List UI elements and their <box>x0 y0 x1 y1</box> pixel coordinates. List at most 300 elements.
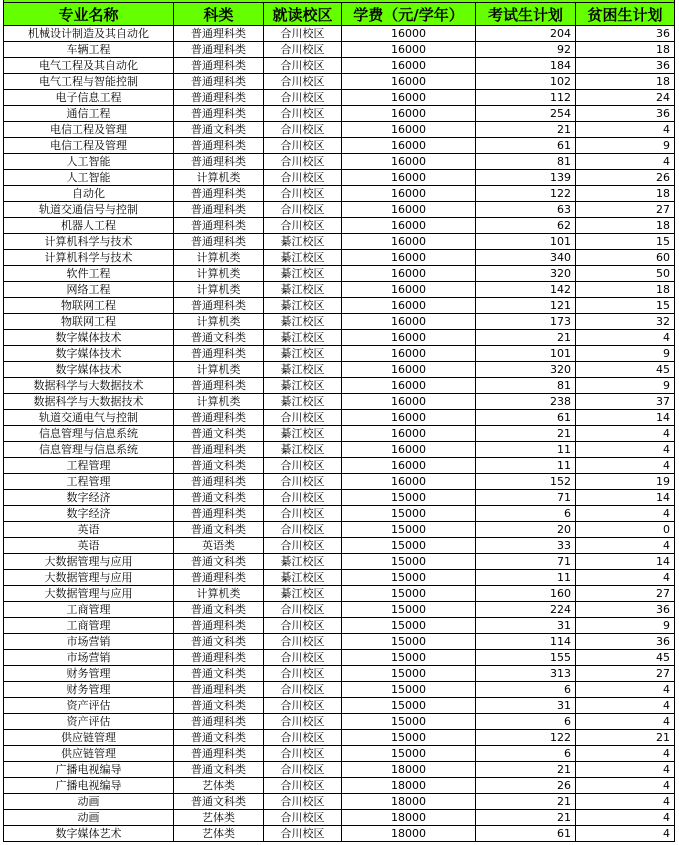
major-cell: 信息管理与信息系统 <box>4 426 174 442</box>
poverty-plan-cell: 4 <box>576 794 675 810</box>
table-row <box>4 314 675 330</box>
major-cell: 电气工程及其自动化 <box>4 58 174 74</box>
tuition-cell: 16000 <box>342 250 476 266</box>
major-cell: 数据科学与大数据技术 <box>4 378 174 394</box>
poverty-plan-cell: 4 <box>576 810 675 826</box>
table-body <box>4 26 675 842</box>
campus-cell: 合川校区 <box>264 778 342 794</box>
campus-cell: 綦江校区 <box>264 314 342 330</box>
table-row <box>4 170 675 186</box>
campus-cell: 合川校区 <box>264 186 342 202</box>
exam-plan-cell: 160 <box>476 586 576 602</box>
poverty-plan-cell: 36 <box>576 26 675 42</box>
major-cell: 通信工程 <box>4 106 174 122</box>
tuition-cell: 16000 <box>342 122 476 138</box>
major-cell: 数字媒体技术 <box>4 362 174 378</box>
tuition-cell: 15000 <box>342 506 476 522</box>
tuition-cell: 16000 <box>342 298 476 314</box>
campus-cell: 綦江校区 <box>264 250 342 266</box>
category-cell: 艺体类 <box>174 826 264 842</box>
tuition-cell: 16000 <box>342 42 476 58</box>
exam-plan-cell: 11 <box>476 458 576 474</box>
category-cell: 普通理科类 <box>174 234 264 250</box>
category-cell: 普通文科类 <box>174 330 264 346</box>
exam-plan-cell: 224 <box>476 602 576 618</box>
header-row <box>4 3 675 26</box>
major-cell: 工商管理 <box>4 602 174 618</box>
category-cell: 普通文科类 <box>174 458 264 474</box>
table-row <box>4 362 675 378</box>
table-row <box>4 250 675 266</box>
category-cell: 普通理科类 <box>174 218 264 234</box>
poverty-plan-cell: 4 <box>576 538 675 554</box>
poverty-plan-cell: 18 <box>576 42 675 58</box>
major-cell: 计算机科学与技术 <box>4 234 174 250</box>
tuition-cell: 16000 <box>342 74 476 90</box>
major-cell: 数据科学与大数据技术 <box>4 394 174 410</box>
poverty-plan-cell: 32 <box>576 314 675 330</box>
tuition-cell: 15000 <box>342 602 476 618</box>
exam-plan-cell: 173 <box>476 314 576 330</box>
table-row <box>4 650 675 666</box>
table-row <box>4 378 675 394</box>
category-cell: 普通文科类 <box>174 730 264 746</box>
category-cell: 普通文科类 <box>174 762 264 778</box>
exam-plan-cell: 71 <box>476 554 576 570</box>
tuition-cell: 16000 <box>342 234 476 250</box>
header-exam-plan: 考试生计划 <box>476 3 576 26</box>
tuition-cell: 15000 <box>342 682 476 698</box>
poverty-plan-cell: 24 <box>576 90 675 106</box>
major-cell: 供应链管理 <box>4 746 174 762</box>
table-row <box>4 106 675 122</box>
campus-cell: 綦江校区 <box>264 570 342 586</box>
major-cell: 动画 <box>4 794 174 810</box>
exam-plan-cell: 340 <box>476 250 576 266</box>
tuition-cell: 15000 <box>342 730 476 746</box>
exam-plan-cell: 142 <box>476 282 576 298</box>
category-cell: 艺体类 <box>174 778 264 794</box>
major-cell: 工程管理 <box>4 474 174 490</box>
exam-plan-cell: 139 <box>476 170 576 186</box>
major-cell: 数字媒体技术 <box>4 330 174 346</box>
poverty-plan-cell: 14 <box>576 490 675 506</box>
category-cell: 普通理科类 <box>174 618 264 634</box>
exam-plan-cell: 21 <box>476 330 576 346</box>
campus-cell: 合川校区 <box>264 714 342 730</box>
tuition-cell: 15000 <box>342 634 476 650</box>
poverty-plan-cell: 27 <box>576 586 675 602</box>
exam-plan-cell: 31 <box>476 618 576 634</box>
tuition-cell: 15000 <box>342 650 476 666</box>
poverty-plan-cell: 4 <box>576 122 675 138</box>
table-row <box>4 26 675 42</box>
campus-cell: 合川校区 <box>264 106 342 122</box>
major-cell: 机械设计制造及其自动化 <box>4 26 174 42</box>
tuition-cell: 16000 <box>342 378 476 394</box>
poverty-plan-cell: 4 <box>576 330 675 346</box>
major-cell: 大数据管理与应用 <box>4 554 174 570</box>
major-cell: 供应链管理 <box>4 730 174 746</box>
tuition-cell: 18000 <box>342 810 476 826</box>
campus-cell: 合川校区 <box>264 538 342 554</box>
table-row <box>4 458 675 474</box>
exam-plan-cell: 122 <box>476 730 576 746</box>
tuition-cell: 16000 <box>342 426 476 442</box>
poverty-plan-cell: 9 <box>576 346 675 362</box>
category-cell: 计算机类 <box>174 170 264 186</box>
tuition-cell: 16000 <box>342 282 476 298</box>
category-cell: 计算机类 <box>174 362 264 378</box>
tuition-cell: 16000 <box>342 474 476 490</box>
campus-cell: 綦江校区 <box>264 442 342 458</box>
poverty-plan-cell: 9 <box>576 618 675 634</box>
category-cell: 英语类 <box>174 538 264 554</box>
poverty-plan-cell: 14 <box>576 554 675 570</box>
category-cell: 普通文科类 <box>174 522 264 538</box>
tuition-cell: 18000 <box>342 826 476 842</box>
major-cell: 电气工程与智能控制 <box>4 74 174 90</box>
exam-plan-cell: 155 <box>476 650 576 666</box>
poverty-plan-cell: 4 <box>576 714 675 730</box>
poverty-plan-cell: 4 <box>576 746 675 762</box>
table-row <box>4 138 675 154</box>
poverty-plan-cell: 18 <box>576 218 675 234</box>
exam-plan-cell: 101 <box>476 346 576 362</box>
table-row <box>4 538 675 554</box>
major-cell: 英语 <box>4 522 174 538</box>
poverty-plan-cell: 45 <box>576 362 675 378</box>
poverty-plan-cell: 4 <box>576 458 675 474</box>
exam-plan-cell: 21 <box>476 794 576 810</box>
table-row <box>4 346 675 362</box>
exam-plan-cell: 71 <box>476 490 576 506</box>
exam-plan-cell: 320 <box>476 266 576 282</box>
category-cell: 普通理科类 <box>174 506 264 522</box>
major-cell: 市场营销 <box>4 650 174 666</box>
exam-plan-cell: 6 <box>476 746 576 762</box>
category-cell: 普通文科类 <box>174 794 264 810</box>
poverty-plan-cell: 27 <box>576 202 675 218</box>
exam-plan-cell: 31 <box>476 698 576 714</box>
tuition-cell: 16000 <box>342 330 476 346</box>
table-row <box>4 602 675 618</box>
tuition-cell: 16000 <box>342 362 476 378</box>
major-cell: 自动化 <box>4 186 174 202</box>
campus-cell: 合川校区 <box>264 730 342 746</box>
campus-cell: 合川校区 <box>264 170 342 186</box>
table-row <box>4 618 675 634</box>
exam-plan-cell: 33 <box>476 538 576 554</box>
campus-cell: 合川校区 <box>264 666 342 682</box>
table-row <box>4 506 675 522</box>
category-cell: 普通理科类 <box>174 746 264 762</box>
poverty-plan-cell: 27 <box>576 666 675 682</box>
major-cell: 工商管理 <box>4 618 174 634</box>
tuition-cell: 15000 <box>342 698 476 714</box>
table-row <box>4 394 675 410</box>
campus-cell: 合川校区 <box>264 522 342 538</box>
enrollment-plan-table <box>3 0 675 842</box>
exam-plan-cell: 21 <box>476 810 576 826</box>
category-cell: 普通理科类 <box>174 298 264 314</box>
table-row <box>4 666 675 682</box>
table-row <box>4 778 675 794</box>
table-row <box>4 90 675 106</box>
poverty-plan-cell: 60 <box>576 250 675 266</box>
exam-plan-cell: 21 <box>476 762 576 778</box>
campus-cell: 合川校区 <box>264 506 342 522</box>
major-cell: 物联网工程 <box>4 314 174 330</box>
table-row <box>4 794 675 810</box>
poverty-plan-cell: 15 <box>576 298 675 314</box>
category-cell: 艺体类 <box>174 810 264 826</box>
poverty-plan-cell: 36 <box>576 634 675 650</box>
tuition-cell: 16000 <box>342 138 476 154</box>
table-row <box>4 218 675 234</box>
poverty-plan-cell: 4 <box>576 778 675 794</box>
exam-plan-cell: 61 <box>476 410 576 426</box>
tuition-cell: 16000 <box>342 266 476 282</box>
category-cell: 普通文科类 <box>174 698 264 714</box>
campus-cell: 合川校区 <box>264 154 342 170</box>
category-cell: 计算机类 <box>174 250 264 266</box>
category-cell: 普通理科类 <box>174 74 264 90</box>
poverty-plan-cell: 4 <box>576 506 675 522</box>
campus-cell: 綦江校区 <box>264 586 342 602</box>
tuition-cell: 15000 <box>342 490 476 506</box>
campus-cell: 綦江校区 <box>264 234 342 250</box>
poverty-plan-cell: 18 <box>576 282 675 298</box>
campus-cell: 合川校区 <box>264 410 342 426</box>
category-cell: 普通文科类 <box>174 554 264 570</box>
major-cell: 数字经济 <box>4 506 174 522</box>
tuition-cell: 15000 <box>342 746 476 762</box>
poverty-plan-cell: 0 <box>576 522 675 538</box>
poverty-plan-cell: 36 <box>576 58 675 74</box>
exam-plan-cell: 20 <box>476 522 576 538</box>
major-cell: 网络工程 <box>4 282 174 298</box>
tuition-cell: 15000 <box>342 554 476 570</box>
campus-cell: 合川校区 <box>264 602 342 618</box>
exam-plan-cell: 92 <box>476 42 576 58</box>
major-cell: 数字媒体艺术 <box>4 826 174 842</box>
tuition-cell: 16000 <box>342 442 476 458</box>
exam-plan-cell: 62 <box>476 218 576 234</box>
table-row <box>4 42 675 58</box>
exam-plan-cell: 121 <box>476 298 576 314</box>
tuition-cell: 15000 <box>342 570 476 586</box>
tuition-cell: 16000 <box>342 170 476 186</box>
exam-plan-cell: 81 <box>476 154 576 170</box>
exam-plan-cell: 81 <box>476 378 576 394</box>
tuition-cell: 16000 <box>342 394 476 410</box>
poverty-plan-cell: 4 <box>576 682 675 698</box>
campus-cell: 綦江校区 <box>264 298 342 314</box>
poverty-plan-cell: 14 <box>576 410 675 426</box>
category-cell: 普通理科类 <box>174 410 264 426</box>
poverty-plan-cell: 26 <box>576 170 675 186</box>
table-row <box>4 298 675 314</box>
major-cell: 财务管理 <box>4 666 174 682</box>
category-cell: 普通理科类 <box>174 714 264 730</box>
major-cell: 人工智能 <box>4 170 174 186</box>
major-cell: 电信工程及管理 <box>4 122 174 138</box>
table-row <box>4 810 675 826</box>
campus-cell: 合川校区 <box>264 26 342 42</box>
major-cell: 数字经济 <box>4 490 174 506</box>
category-cell: 普通理科类 <box>174 42 264 58</box>
category-cell: 普通理科类 <box>174 58 264 74</box>
poverty-plan-cell: 45 <box>576 650 675 666</box>
category-cell: 普通理科类 <box>174 570 264 586</box>
table-row <box>4 58 675 74</box>
category-cell: 普通理科类 <box>174 442 264 458</box>
tuition-cell: 16000 <box>342 154 476 170</box>
major-cell: 动画 <box>4 810 174 826</box>
tuition-cell: 15000 <box>342 618 476 634</box>
category-cell: 普通理科类 <box>174 90 264 106</box>
table-row <box>4 426 675 442</box>
major-cell: 软件工程 <box>4 266 174 282</box>
major-cell: 机器人工程 <box>4 218 174 234</box>
tuition-cell: 16000 <box>342 202 476 218</box>
table-row <box>4 234 675 250</box>
major-cell: 市场营销 <box>4 634 174 650</box>
category-cell: 普通文科类 <box>174 490 264 506</box>
major-cell: 轨道交通电气与控制 <box>4 410 174 426</box>
table-row <box>4 634 675 650</box>
campus-cell: 合川校区 <box>264 826 342 842</box>
poverty-plan-cell: 4 <box>576 570 675 586</box>
exam-plan-cell: 11 <box>476 442 576 458</box>
category-cell: 普通理科类 <box>174 346 264 362</box>
tuition-cell: 16000 <box>342 106 476 122</box>
campus-cell: 合川校区 <box>264 618 342 634</box>
category-cell: 普通理科类 <box>174 378 264 394</box>
campus-cell: 綦江校区 <box>264 378 342 394</box>
table-row <box>4 826 675 842</box>
major-cell: 大数据管理与应用 <box>4 586 174 602</box>
tuition-cell: 16000 <box>342 314 476 330</box>
tuition-cell: 16000 <box>342 26 476 42</box>
category-cell: 普通文科类 <box>174 426 264 442</box>
poverty-plan-cell: 37 <box>576 394 675 410</box>
exam-plan-cell: 6 <box>476 682 576 698</box>
tuition-cell: 18000 <box>342 778 476 794</box>
tuition-cell: 18000 <box>342 762 476 778</box>
campus-cell: 合川校区 <box>264 138 342 154</box>
table-row <box>4 154 675 170</box>
tuition-cell: 15000 <box>342 714 476 730</box>
poverty-plan-cell: 15 <box>576 234 675 250</box>
table-row <box>4 282 675 298</box>
category-cell: 普通理科类 <box>174 138 264 154</box>
major-cell: 人工智能 <box>4 154 174 170</box>
campus-cell: 綦江校区 <box>264 426 342 442</box>
table-row <box>4 586 675 602</box>
poverty-plan-cell: 4 <box>576 154 675 170</box>
major-cell: 资产评估 <box>4 698 174 714</box>
campus-cell: 合川校区 <box>264 650 342 666</box>
campus-cell: 合川校区 <box>264 122 342 138</box>
major-cell: 广播电视编导 <box>4 762 174 778</box>
tuition-cell: 15000 <box>342 538 476 554</box>
campus-cell: 合川校区 <box>264 490 342 506</box>
exam-plan-cell: 6 <box>476 506 576 522</box>
category-cell: 普通理科类 <box>174 202 264 218</box>
exam-plan-cell: 6 <box>476 714 576 730</box>
campus-cell: 合川校区 <box>264 794 342 810</box>
campus-cell: 綦江校区 <box>264 362 342 378</box>
category-cell: 普通文科类 <box>174 634 264 650</box>
header-tuition: 学费（元/学年） <box>342 3 476 26</box>
category-cell: 普通理科类 <box>174 682 264 698</box>
table-row <box>4 522 675 538</box>
header-campus: 就读校区 <box>264 3 342 26</box>
campus-cell: 合川校区 <box>264 634 342 650</box>
major-cell: 英语 <box>4 538 174 554</box>
tuition-cell: 18000 <box>342 794 476 810</box>
poverty-plan-cell: 4 <box>576 826 675 842</box>
poverty-plan-cell: 9 <box>576 378 675 394</box>
category-cell: 普通理科类 <box>174 106 264 122</box>
category-cell: 普通理科类 <box>174 154 264 170</box>
campus-cell: 合川校区 <box>264 458 342 474</box>
header-major: 专业名称 <box>4 3 174 26</box>
campus-cell: 綦江校区 <box>264 330 342 346</box>
exam-plan-cell: 61 <box>476 138 576 154</box>
campus-cell: 合川校区 <box>264 682 342 698</box>
category-cell: 计算机类 <box>174 314 264 330</box>
tuition-cell: 16000 <box>342 346 476 362</box>
exam-plan-cell: 102 <box>476 74 576 90</box>
exam-plan-cell: 11 <box>476 570 576 586</box>
exam-plan-cell: 204 <box>476 26 576 42</box>
poverty-plan-cell: 4 <box>576 762 675 778</box>
poverty-plan-cell: 4 <box>576 442 675 458</box>
category-cell: 普通理科类 <box>174 474 264 490</box>
poverty-plan-cell: 9 <box>576 138 675 154</box>
category-cell: 普通理科类 <box>174 26 264 42</box>
table-row <box>4 698 675 714</box>
tuition-cell: 16000 <box>342 410 476 426</box>
major-cell: 大数据管理与应用 <box>4 570 174 586</box>
table-row <box>4 746 675 762</box>
exam-plan-cell: 152 <box>476 474 576 490</box>
poverty-plan-cell: 4 <box>576 426 675 442</box>
campus-cell: 綦江校区 <box>264 282 342 298</box>
exam-plan-cell: 21 <box>476 122 576 138</box>
table-row <box>4 490 675 506</box>
major-cell: 计算机科学与技术 <box>4 250 174 266</box>
campus-cell: 合川校区 <box>264 90 342 106</box>
category-cell: 计算机类 <box>174 282 264 298</box>
campus-cell: 合川校区 <box>264 74 342 90</box>
header-category: 科类 <box>174 3 264 26</box>
major-cell: 资产评估 <box>4 714 174 730</box>
table-row <box>4 410 675 426</box>
poverty-plan-cell: 50 <box>576 266 675 282</box>
table-row <box>4 266 675 282</box>
table-row <box>4 570 675 586</box>
exam-plan-cell: 184 <box>476 58 576 74</box>
campus-cell: 合川校区 <box>264 58 342 74</box>
exam-plan-cell: 114 <box>476 634 576 650</box>
category-cell: 普通理科类 <box>174 186 264 202</box>
category-cell: 普通文科类 <box>174 666 264 682</box>
major-cell: 信息管理与信息系统 <box>4 442 174 458</box>
